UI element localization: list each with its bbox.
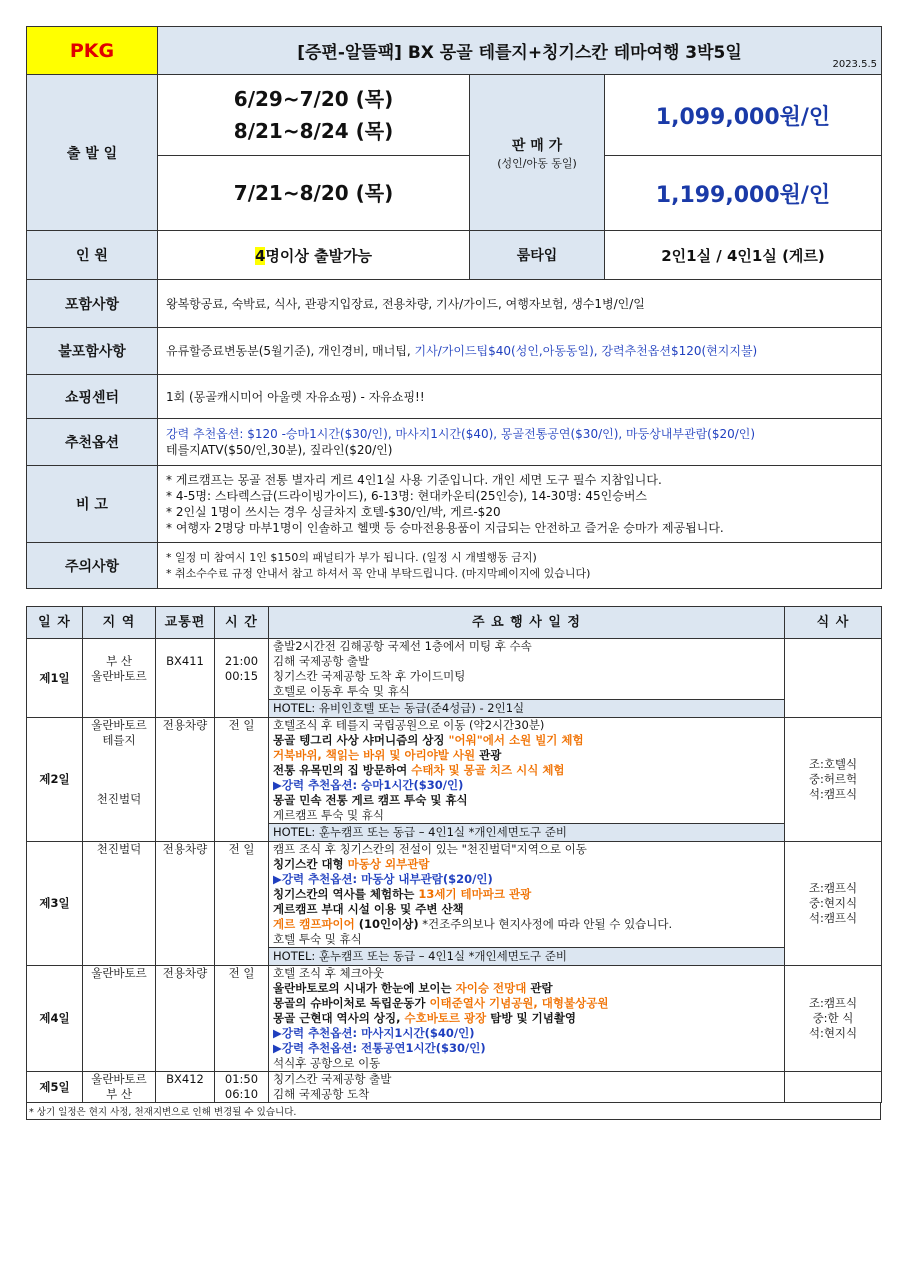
footnote: * 상기 일정은 현지 사정, 천재지변으로 인해 변경될 수 있습니다. xyxy=(26,1103,881,1120)
room-label: 룸타입 xyxy=(470,231,605,280)
price-sub: (성인/아동 동일) xyxy=(497,156,577,170)
day-label: 제4일 xyxy=(27,966,83,1072)
day-label: 제5일 xyxy=(27,1072,83,1103)
day-meal xyxy=(785,842,882,966)
col-schedule: 주 요 행 사 일 정 xyxy=(269,607,785,639)
excluded-label: 불포함사항 xyxy=(27,328,158,375)
schedule-text: (10인이상) xyxy=(354,917,419,931)
day-label: 제3일 xyxy=(27,842,83,966)
schedule-line: 석식후 공항으로 이동 xyxy=(273,1056,381,1070)
day-time: 전 일 xyxy=(215,842,269,966)
meal-text: 중:현지식 xyxy=(808,896,858,910)
remarks-label: 비 고 xyxy=(27,466,158,543)
day-transport: 전용차량 xyxy=(156,718,215,842)
shopping-text: 1회 (몽골캐시미어 아울렛 자유쇼핑) - 자유쇼핑!! xyxy=(158,375,882,419)
shopping-label: 쇼핑센터 xyxy=(27,375,158,419)
schedule-text: 칭기스칸 대형 xyxy=(273,857,348,871)
day-meal xyxy=(785,1072,882,1103)
schedule-text: 전통 유목민의 집 방문하여 xyxy=(273,763,412,777)
price-label-cell xyxy=(470,75,605,231)
hotel-line: HOTEL: 훈누캠프 또는 동급 – 4인1실 *개인세면도구 준비 xyxy=(269,824,785,842)
schedule-line xyxy=(273,917,780,932)
day-meal xyxy=(785,718,882,842)
day-row xyxy=(27,639,882,700)
tour-sheet xyxy=(26,26,881,1120)
schedule-line: 게르캠프 부대 시설 이용 및 주변 산책 xyxy=(273,902,464,916)
options-text xyxy=(158,419,882,466)
price-1: 1,099,000원/인 xyxy=(605,75,882,156)
schedule-text: 몽골의 슈바이처로 독립운동가 xyxy=(273,996,430,1010)
hotel-line: HOTEL: 유비인호텔 또는 동급(준4성급) - 2인1실 xyxy=(269,700,785,718)
excluded-text-plain: 유류할증료변동분(5월기준), 개인경비, 매너팁, xyxy=(166,344,415,358)
options-line-1: 강력 추천옵션: $120 -승마1시간($30/인), 마사지1시간($40), 몽골전통공연($30/인), 마둥상내부관람($20/인) xyxy=(166,427,756,441)
option-line: ▶강력 추천옵션: 마사지1시간($40/인) xyxy=(273,1026,475,1040)
schedule-line: 호텔 조식 후 체크아웃 xyxy=(273,966,384,980)
col-time: 시 간 xyxy=(215,607,269,639)
schedule-text: 몽골 근현대 역사의 상징, xyxy=(273,1011,405,1025)
meal-text: 중:한 식 xyxy=(812,1011,854,1025)
day-transport: 전용차량 xyxy=(156,842,215,966)
schedule-line xyxy=(273,887,780,902)
meal-text: 조:캠프식 xyxy=(808,996,858,1010)
people-number: 4 xyxy=(254,246,266,265)
day-label: 제1일 xyxy=(27,639,83,718)
day-region xyxy=(83,1072,156,1103)
remarks-line: * 여행자 2명당 마부1명이 인솔하고 헬맷 등 승마전용용품이 지급되는 안전하고 즐거운 승마가 제공됩니다. xyxy=(166,521,724,535)
caution-text xyxy=(158,543,882,589)
day-region: 울란바토르 xyxy=(83,966,156,1072)
option-line: ▶강력 추천옵션: 마동상 내부관람($20/인) xyxy=(273,872,493,886)
day-time xyxy=(215,639,269,718)
schedule-highlight: "어워"에서 소원 빌기 체험 xyxy=(448,733,584,747)
day-region xyxy=(83,639,156,718)
remarks-line: * 4-5명: 스타렉스급(드라이빙가이드), 6-13명: 현대카운티(25인승), 14-30명: 45인승버스 xyxy=(166,489,648,503)
time-text: 06:10 xyxy=(224,1087,259,1101)
day-time xyxy=(215,1072,269,1103)
day-row xyxy=(27,1072,882,1103)
schedule-line: 캠프 조식 후 칭기스칸의 전설이 있는 "천진벌덕"지역으로 이동 xyxy=(273,842,587,856)
region-text: 부 산 xyxy=(106,1087,132,1101)
day-row xyxy=(27,718,882,824)
meal-text: 석:캠프식 xyxy=(808,911,858,925)
departure-dates-1 xyxy=(158,75,470,156)
schedule-text: 탐방 및 기념촬영 xyxy=(486,1011,577,1025)
options-line-2: 테를지ATV($50/인,30분), 짚라인($20/인) xyxy=(166,443,393,457)
remarks-text xyxy=(158,466,882,543)
schedule-highlight: 수호바토르 광장 xyxy=(404,1011,487,1025)
time-text: 00:15 xyxy=(224,669,259,683)
schedule-line xyxy=(273,763,780,778)
issue-date: 2023.5.5 xyxy=(832,59,877,70)
day-transport: BX411 xyxy=(156,639,215,718)
itinerary-table xyxy=(26,606,882,1103)
schedule-line xyxy=(273,748,780,763)
schedule-line: 호텔 투숙 및 휴식 xyxy=(273,932,362,946)
schedule-highlight: 자이승 전망대 xyxy=(455,981,527,995)
pkg-badge: PKG xyxy=(27,27,158,75)
options-label: 추천옵션 xyxy=(27,419,158,466)
schedule-line: 게르캠프 투숙 및 휴식 xyxy=(273,808,384,822)
meal-text: 조:캠프식 xyxy=(808,881,858,895)
day-schedule xyxy=(269,1072,785,1103)
day-row xyxy=(27,842,882,948)
schedule-line: 김해 국제공항 출발 xyxy=(273,654,370,668)
schedule-line xyxy=(273,981,780,996)
day-schedule xyxy=(269,966,785,1072)
col-transport: 교통편 xyxy=(156,607,215,639)
schedule-text: 몽골 텡그리 사상 샤머니즘의 상징 xyxy=(273,733,449,747)
price-2: 1,199,000원/인 xyxy=(605,156,882,231)
option-line: ▶강력 추천옵션: 전통공연1시간($30/인) xyxy=(273,1041,486,1055)
day-schedule xyxy=(269,639,785,700)
departure-dates-1-line2: 8/21~8/24 (목) xyxy=(233,119,394,143)
meal-text: 석:캠프식 xyxy=(808,787,858,801)
price-label: 판 매 가 xyxy=(511,137,563,154)
schedule-line: 호텔로 이동후 투숙 및 휴식 xyxy=(273,684,410,698)
schedule-highlight: 이태준열사 기념공원, 대형불상공원 xyxy=(429,996,609,1010)
region-text: 테를지 xyxy=(102,733,136,747)
col-day: 일 자 xyxy=(27,607,83,639)
meal-text: 석:현지식 xyxy=(808,1026,858,1040)
schedule-line xyxy=(273,996,780,1011)
people-label: 인 원 xyxy=(27,231,158,280)
schedule-highlight: 수태차 및 몽골 치즈 시식 체험 xyxy=(411,763,565,777)
day-schedule xyxy=(269,842,785,948)
day-meal xyxy=(785,639,882,718)
schedule-highlight: 게르 캠프파이어 xyxy=(273,917,355,931)
col-meal: 식 사 xyxy=(785,607,882,639)
schedule-text: 관광 xyxy=(475,748,502,762)
page-title xyxy=(158,27,882,75)
region-text: 울란바토르 xyxy=(91,669,147,683)
region-text: 부 산 xyxy=(106,654,132,668)
included-label: 포함사항 xyxy=(27,280,158,328)
day-time: 전 일 xyxy=(215,966,269,1072)
excluded-text-highlight: 기사/가이드팁$40(성인,아동동일), 강력추천옵션$120(현지지불) xyxy=(414,344,758,358)
col-region: 지 역 xyxy=(83,607,156,639)
people-text: 명이상 출발가능 xyxy=(265,246,373,265)
schedule-highlight: 13세기 테마파크 관광 xyxy=(418,887,532,901)
schedule-line: 호텔조식 후 테를지 국립공원으로 이동 (약2시간30분) xyxy=(273,718,545,732)
meal-text: 중:허르헉 xyxy=(808,772,858,786)
day-time: 전 일 xyxy=(215,718,269,842)
day-meal xyxy=(785,966,882,1072)
itinerary-header xyxy=(27,607,882,639)
region-text: 울란바토르 xyxy=(91,1072,147,1086)
time-text: 21:00 xyxy=(224,654,259,668)
day-region xyxy=(83,718,156,842)
schedule-text: *건조주의보나 현지사정에 따라 안될 수 있습니다. xyxy=(418,917,673,931)
title-text: [증편-알뜰팩] BX 몽골 테를지+칭기스칸 테마여행 3박5일 xyxy=(297,43,742,63)
meal-text: 조:호텔식 xyxy=(808,757,858,771)
day-region: 천진벌덕 xyxy=(83,842,156,966)
remarks-line: * 2인실 1명이 쓰시는 경우 싱글차지 호텔-$30/인/박, 게르-$20 xyxy=(166,505,501,519)
people-value xyxy=(158,231,470,280)
room-value: 2인1실 / 4인1실 (게르) xyxy=(605,231,882,280)
schedule-line xyxy=(273,857,780,872)
caution-line: * 일정 미 참여시 1인 $150의 패널티가 부가 됩니다. (일정 시 개별행동 금지) xyxy=(166,550,537,564)
schedule-line: 칭기스칸 국제공항 도착 후 가이드미팅 xyxy=(273,669,466,683)
schedule-line: 칭기스칸 국제공항 출발 xyxy=(273,1072,392,1086)
region-text: 울란바토르 xyxy=(91,718,147,732)
caution-label: 주의사항 xyxy=(27,543,158,589)
day-schedule xyxy=(269,718,785,824)
schedule-highlight: 마동상 외부관람 xyxy=(347,857,430,871)
schedule-text: 관람 xyxy=(526,981,553,995)
excluded-text xyxy=(158,328,882,375)
schedule-highlight: 거북바위, 책읽는 바위 및 아리야발 사원 xyxy=(273,748,476,762)
time-text: 01:50 xyxy=(224,1072,259,1086)
schedule-line xyxy=(273,1011,780,1026)
schedule-text: 울란바토로의 시내가 한눈에 보이는 xyxy=(273,981,456,995)
included-text: 왕복항공료, 숙박료, 식사, 관광지입장료, 전용차량, 기사/가이드, 여행자보험, 생수1병/인/일 xyxy=(158,280,882,328)
schedule-line: 몽골 민속 전통 게르 캠프 투숙 및 휴식 xyxy=(273,793,468,807)
day-transport: 전용차량 xyxy=(156,966,215,1072)
departure-label: 출 발 일 xyxy=(27,75,158,231)
remarks-line: * 게르캠프는 몽골 전통 별자리 게르 4인1실 사용 기준입니다. 개인 세면 도구 필수 지참입니다. xyxy=(166,473,662,487)
day-label: 제2일 xyxy=(27,718,83,842)
departure-dates-2: 7/21~8/20 (목) xyxy=(158,156,470,231)
schedule-line: 출발2시간전 김해공항 국제선 1층에서 미팅 후 수속 xyxy=(273,639,532,653)
schedule-line: 김해 국제공항 도착 xyxy=(273,1087,370,1101)
schedule-text: 칭기스칸의 역사를 체험하는 xyxy=(273,887,419,901)
departure-dates-1-line1: 6/29~7/20 (목) xyxy=(233,87,394,111)
hotel-line: HOTEL: 훈누캠프 또는 동급 – 4인1실 *개인세면도구 준비 xyxy=(269,948,785,966)
day-transport: BX412 xyxy=(156,1072,215,1103)
day-row xyxy=(27,966,882,1072)
caution-line: * 취소수수료 규정 안내서 참고 하셔서 꼭 안내 부탁드립니다. (마지막페이지에 있습니다) xyxy=(166,566,591,580)
schedule-line xyxy=(273,733,780,748)
option-line: ▶강력 추천옵션: 승마1시간($30/인) xyxy=(273,778,464,792)
region-text: 천진벌덕 xyxy=(96,792,142,806)
summary-table xyxy=(26,26,882,589)
